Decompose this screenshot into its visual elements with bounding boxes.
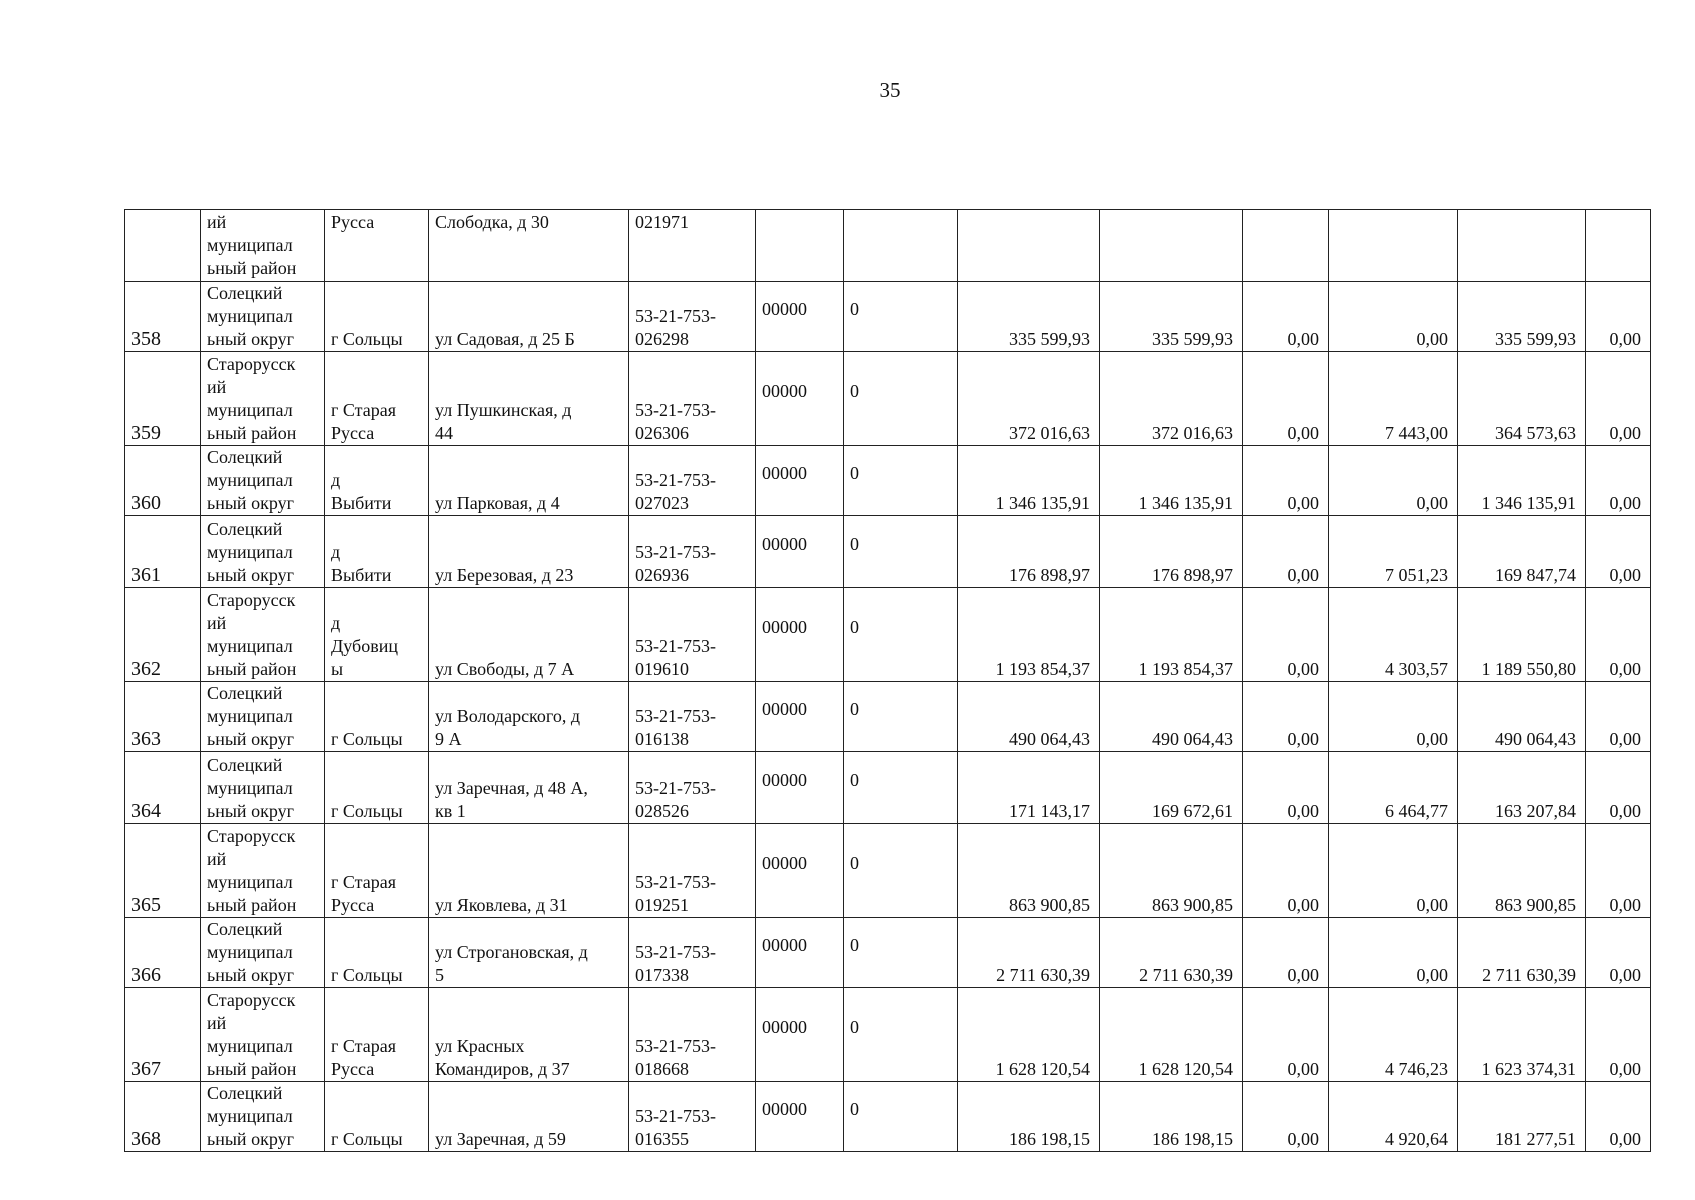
- cell-amount-total: 335 599,93: [958, 282, 1100, 352]
- cell-amount-accrued: 372 016,63: [1100, 352, 1243, 446]
- cell-code-b: 0: [844, 682, 958, 752]
- cell-district: Солецкий муниципал ьный округ: [201, 516, 325, 588]
- cell-locality: г Сольцы: [325, 682, 429, 752]
- cell-amount-a: 0,00: [1243, 446, 1329, 516]
- cell-district: Солецкий муниципал ьный округ: [201, 752, 325, 824]
- cell-district: Старорусск ий муниципал ьный район: [201, 352, 325, 446]
- cell-code-b: 0: [844, 446, 958, 516]
- table-row: [125, 824, 1651, 918]
- cell-amount-total: 176 898,97: [958, 516, 1100, 588]
- cell-amount-b: 0,00: [1586, 516, 1651, 588]
- cell-code: 53-21-753- 028526: [629, 752, 756, 824]
- cell-address: ул Свободы, д 7 А: [429, 588, 629, 682]
- cell-code: 53-21-753- 016355: [629, 1082, 756, 1152]
- registry-table: [124, 209, 1651, 1152]
- cell-index: 360: [125, 446, 201, 516]
- cell-code-a: 00000: [756, 446, 844, 516]
- cell-amount-total: 2 711 630,39: [958, 918, 1100, 988]
- cell-amount-paid: 0,00: [1329, 824, 1458, 918]
- cell-amount-paid: 0,00: [1329, 446, 1458, 516]
- cell-code: 53-21-753- 026936: [629, 516, 756, 588]
- cell-code-a: 00000: [756, 988, 844, 1082]
- cell-code-b: 0: [844, 282, 958, 352]
- cell-amount-balance: 863 900,85: [1458, 824, 1586, 918]
- cell-amount-balance: 335 599,93: [1458, 282, 1586, 352]
- cell-address: ул Володарского, д 9 А: [429, 682, 629, 752]
- cell-amount-b: 0,00: [1586, 282, 1651, 352]
- cell-code-b: 0: [844, 824, 958, 918]
- cell-district: Солецкий муниципал ьный округ: [201, 446, 325, 516]
- cell-amount-paid: 6 464,77: [1329, 752, 1458, 824]
- cell-amount-total: 171 143,17: [958, 752, 1100, 824]
- cell-amount-a: 0,00: [1243, 752, 1329, 824]
- cell-locality: г Старая Русса: [325, 824, 429, 918]
- cell-amount-paid: 7 443,00: [1329, 352, 1458, 446]
- cell-code-a: 00000: [756, 516, 844, 588]
- cell-code-b: 0: [844, 352, 958, 446]
- cell-district: ий муниципал ьный район: [201, 210, 325, 282]
- cell-amount-a: 0,00: [1243, 824, 1329, 918]
- cell-district: Солецкий муниципал ьный округ: [201, 282, 325, 352]
- cell-empty: [1586, 210, 1651, 282]
- cell-amount-b: 0,00: [1586, 918, 1651, 988]
- cell-amount-total: 490 064,43: [958, 682, 1100, 752]
- cell-amount-balance: 490 064,43: [1458, 682, 1586, 752]
- cell-amount-accrued: 1 193 854,37: [1100, 588, 1243, 682]
- table-row: [125, 752, 1651, 824]
- cell-code: 53-21-753- 027023: [629, 446, 756, 516]
- cell-address: ул Строгановская, д 5: [429, 918, 629, 988]
- table-row-continuation: [125, 210, 1651, 282]
- table-row: [125, 352, 1651, 446]
- cell-empty: [844, 210, 958, 282]
- cell-index: 365: [125, 824, 201, 918]
- cell-code-b: 0: [844, 988, 958, 1082]
- cell-code: 53-21-753- 019610: [629, 588, 756, 682]
- cell-code-b: 0: [844, 918, 958, 988]
- cell-address: ул Березовая, д 23: [429, 516, 629, 588]
- cell-locality: д Выбити: [325, 446, 429, 516]
- cell-amount-b: 0,00: [1586, 988, 1651, 1082]
- cell-code: 53-21-753- 017338: [629, 918, 756, 988]
- cell-index: 362: [125, 588, 201, 682]
- cell-code-b: 0: [844, 752, 958, 824]
- cell-amount-accrued: 186 198,15: [1100, 1082, 1243, 1152]
- table-row: [125, 516, 1651, 588]
- table-row: [125, 988, 1651, 1082]
- cell-empty: [1329, 210, 1458, 282]
- cell-amount-total: 372 016,63: [958, 352, 1100, 446]
- cell-address: ул Заречная, д 48 А, кв 1: [429, 752, 629, 824]
- cell-code-b: 0: [844, 1082, 958, 1152]
- cell-code-a: 00000: [756, 282, 844, 352]
- table-row: [125, 918, 1651, 988]
- cell-index: 366: [125, 918, 201, 988]
- cell-amount-a: 0,00: [1243, 918, 1329, 988]
- cell-amount-balance: 163 207,84: [1458, 752, 1586, 824]
- cell-locality: г Сольцы: [325, 282, 429, 352]
- cell-amount-accrued: 169 672,61: [1100, 752, 1243, 824]
- table-row: [125, 446, 1651, 516]
- cell-empty: [1458, 210, 1586, 282]
- cell-amount-b: 0,00: [1586, 1082, 1651, 1152]
- cell-amount-paid: 0,00: [1329, 918, 1458, 988]
- cell-amount-b: 0,00: [1586, 752, 1651, 824]
- cell-code-a: 00000: [756, 752, 844, 824]
- cell-code: 53-21-753- 018668: [629, 988, 756, 1082]
- cell-amount-b: 0,00: [1586, 588, 1651, 682]
- cell-locality: г Сольцы: [325, 752, 429, 824]
- cell-code: 53-21-753- 019251: [629, 824, 756, 918]
- cell-empty: [1100, 210, 1243, 282]
- cell-district: Старорусск ий муниципал ьный район: [201, 588, 325, 682]
- cell-amount-total: 1 346 135,91: [958, 446, 1100, 516]
- cell-code-a: 00000: [756, 824, 844, 918]
- cell-amount-a: 0,00: [1243, 588, 1329, 682]
- cell-amount-paid: 0,00: [1329, 682, 1458, 752]
- cell-amount-b: 0,00: [1586, 446, 1651, 516]
- cell-amount-balance: 1 346 135,91: [1458, 446, 1586, 516]
- cell-code: 021971: [629, 210, 756, 282]
- cell-amount-paid: 0,00: [1329, 282, 1458, 352]
- cell-amount-balance: 181 277,51: [1458, 1082, 1586, 1152]
- cell-locality: г Старая Русса: [325, 988, 429, 1082]
- cell-index: [125, 210, 201, 282]
- cell-amount-total: 1 193 854,37: [958, 588, 1100, 682]
- cell-amount-a: 0,00: [1243, 516, 1329, 588]
- cell-locality: Русса: [325, 210, 429, 282]
- cell-empty: [1243, 210, 1329, 282]
- cell-address: Слободка, д 30: [429, 210, 629, 282]
- table-row: [125, 588, 1651, 682]
- cell-amount-a: 0,00: [1243, 988, 1329, 1082]
- cell-code-a: 00000: [756, 352, 844, 446]
- cell-index: 363: [125, 682, 201, 752]
- cell-amount-a: 0,00: [1243, 1082, 1329, 1152]
- cell-amount-a: 0,00: [1243, 682, 1329, 752]
- cell-amount-balance: 364 573,63: [1458, 352, 1586, 446]
- cell-amount-accrued: 1 346 135,91: [1100, 446, 1243, 516]
- cell-index: 358: [125, 282, 201, 352]
- cell-amount-accrued: 2 711 630,39: [1100, 918, 1243, 988]
- cell-index: 361: [125, 516, 201, 588]
- cell-amount-balance: 2 711 630,39: [1458, 918, 1586, 988]
- cell-amount-accrued: 176 898,97: [1100, 516, 1243, 588]
- cell-amount-accrued: 863 900,85: [1100, 824, 1243, 918]
- cell-amount-paid: 4 746,23: [1329, 988, 1458, 1082]
- cell-amount-total: 1 628 120,54: [958, 988, 1100, 1082]
- table-row: [125, 682, 1651, 752]
- cell-amount-paid: 4 303,57: [1329, 588, 1458, 682]
- cell-amount-balance: 1 623 374,31: [1458, 988, 1586, 1082]
- cell-locality: г Сольцы: [325, 1082, 429, 1152]
- cell-code: 53-21-753- 026298: [629, 282, 756, 352]
- table-row: [125, 282, 1651, 352]
- cell-amount-accrued: 1 628 120,54: [1100, 988, 1243, 1082]
- cell-code-a: 00000: [756, 1082, 844, 1152]
- cell-address: ул Парковая, д 4: [429, 446, 629, 516]
- cell-code-b: 0: [844, 516, 958, 588]
- cell-district: Солецкий муниципал ьный округ: [201, 918, 325, 988]
- cell-amount-balance: 1 189 550,80: [1458, 588, 1586, 682]
- cell-amount-a: 0,00: [1243, 352, 1329, 446]
- cell-district: Солецкий муниципал ьный округ: [201, 1082, 325, 1152]
- cell-amount-paid: 4 920,64: [1329, 1082, 1458, 1152]
- page-number: 35: [879, 78, 901, 102]
- cell-index: 359: [125, 352, 201, 446]
- cell-empty: [958, 210, 1100, 282]
- cell-amount-b: 0,00: [1586, 824, 1651, 918]
- cell-code-a: 00000: [756, 918, 844, 988]
- cell-amount-balance: 169 847,74: [1458, 516, 1586, 588]
- cell-index: 364: [125, 752, 201, 824]
- cell-address: ул Яковлева, д 31: [429, 824, 629, 918]
- cell-district: Старорусск ий муниципал ьный район: [201, 988, 325, 1082]
- table-row: [125, 1082, 1651, 1152]
- cell-district: Старорусск ий муниципал ьный район: [201, 824, 325, 918]
- cell-amount-a: 0,00: [1243, 282, 1329, 352]
- cell-index: 367: [125, 988, 201, 1082]
- cell-amount-paid: 7 051,23: [1329, 516, 1458, 588]
- cell-code: 53-21-753- 016138: [629, 682, 756, 752]
- cell-district: Солецкий муниципал ьный округ: [201, 682, 325, 752]
- cell-locality: д Дубовиц ы: [325, 588, 429, 682]
- cell-locality: д Выбити: [325, 516, 429, 588]
- cell-address: ул Заречная, д 59: [429, 1082, 629, 1152]
- cell-amount-total: 863 900,85: [958, 824, 1100, 918]
- cell-amount-b: 0,00: [1586, 682, 1651, 752]
- cell-code-b: 0: [844, 588, 958, 682]
- cell-address: ул Садовая, д 25 Б: [429, 282, 629, 352]
- cell-code: 53-21-753- 026306: [629, 352, 756, 446]
- cell-address: ул Пушкинская, д 44: [429, 352, 629, 446]
- cell-address: ул Красных Командиров, д 37: [429, 988, 629, 1082]
- cell-amount-total: 186 198,15: [958, 1082, 1100, 1152]
- cell-index: 368: [125, 1082, 201, 1152]
- cell-locality: г Старая Русса: [325, 352, 429, 446]
- cell-amount-b: 0,00: [1586, 352, 1651, 446]
- cell-amount-accrued: 335 599,93: [1100, 282, 1243, 352]
- cell-empty: [756, 210, 844, 282]
- cell-code-a: 00000: [756, 682, 844, 752]
- cell-locality: г Сольцы: [325, 918, 429, 988]
- cell-code-a: 00000: [756, 588, 844, 682]
- cell-amount-accrued: 490 064,43: [1100, 682, 1243, 752]
